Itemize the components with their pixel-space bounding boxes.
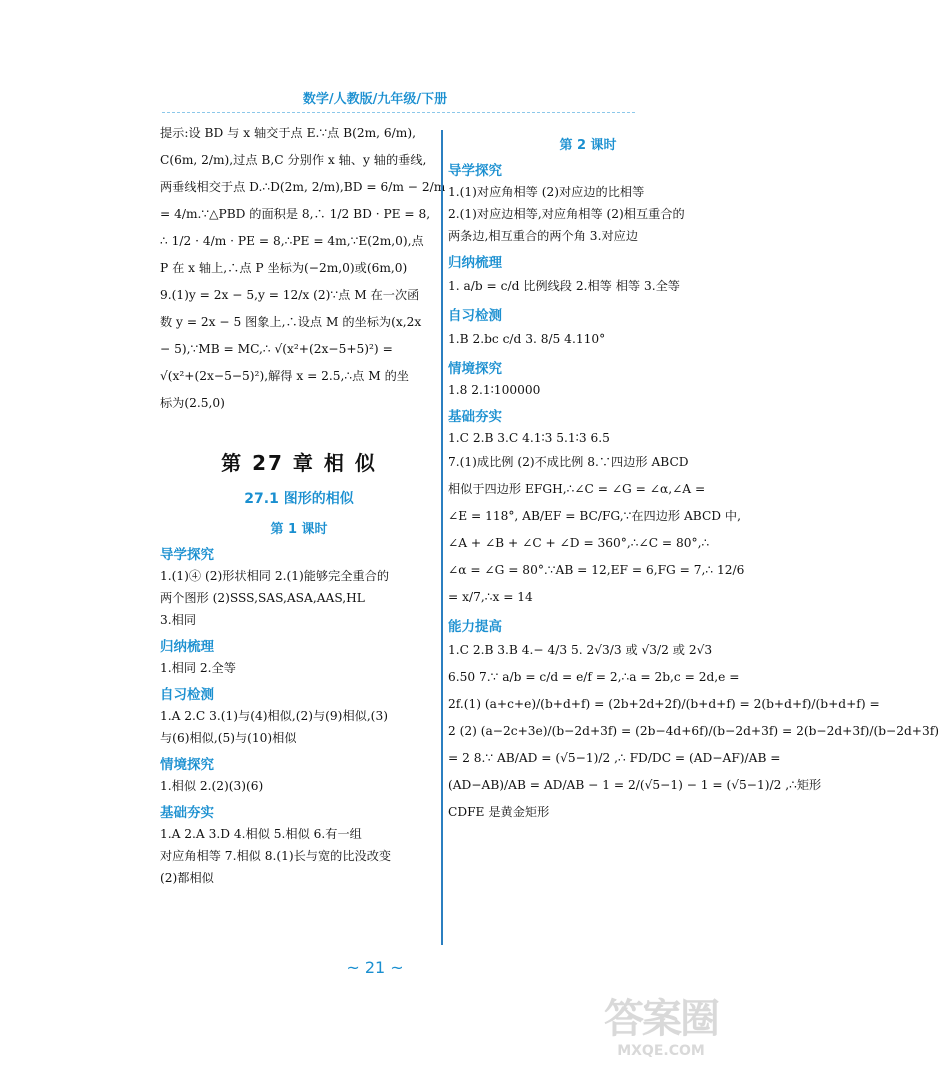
text-line: 2f.(1) (a+c+e)/(b+d+f) = (2b+2d+2f)/(b+d+f) = 2(b+d+f)/(b+d+f) = bbox=[448, 697, 880, 711]
text-line: 数 y = 2x − 5 图象上,∴设点 M 的坐标为(x,2x bbox=[160, 315, 422, 329]
heading-nengli: 能力提高 bbox=[448, 619, 502, 635]
text-line: 3.相同 bbox=[160, 613, 197, 627]
text-line: ∴ 1/2 · 4/m · PE = 8,∴PE = 4m,∵E(2m,0),点 bbox=[160, 234, 424, 248]
text-line: ∠E = 118°, AB/EF = BC/FG,∵在四边形 ABCD 中, bbox=[448, 509, 741, 523]
text-line: 1.(1)④ (2)形状相同 2.(1)能够完全重合的 bbox=[160, 569, 390, 583]
text-line: (2)都相似 bbox=[160, 871, 214, 885]
header-rule bbox=[162, 112, 635, 113]
text-line: CDFE 是黄金矩形 bbox=[448, 805, 550, 819]
heading-jichu: 基础夯实 bbox=[448, 409, 502, 425]
text-line: 9.(1)y = 2x − 5,y = 12/x (2)∵点 M 在一次函 bbox=[160, 288, 420, 302]
text-line: P 在 x 轴上,∴点 P 坐标为(−2m,0)或(6m,0) bbox=[160, 261, 408, 275]
text-line: 2.(1)对应边相等,对应角相等 (2)相互重合的 bbox=[448, 207, 685, 221]
text-line: 标为(2.5,0) bbox=[160, 396, 225, 410]
text-line: 对应角相等 7.相似 8.(1)长与宽的比没改变 bbox=[160, 849, 392, 863]
text-line: 两条边,相互重合的两个角 3.对应边 bbox=[448, 229, 639, 243]
heading-daoxue: 导学探究 bbox=[160, 547, 214, 563]
page-number: ~ 21 ~ bbox=[346, 958, 404, 977]
text-line: ∠α = ∠G = 80°.∵AB = 12,EF = 6,FG = 7,∴ 12/6 bbox=[448, 563, 745, 577]
text-line: 1.(1)对应角相等 (2)对应边的比相等 bbox=[448, 185, 645, 199]
heading-zixi: 自习检测 bbox=[448, 308, 502, 324]
text-line: 提示:设 BD 与 x 轴交于点 E.∵点 B(2m, 6/m), bbox=[160, 126, 416, 140]
running-header: 数学/人教版/九年级/下册 bbox=[302, 92, 448, 107]
text-line: 6.50 7.∵ a/b = c/d = e/f = 2,∴a = 2b,c = 2d,e = bbox=[448, 670, 740, 684]
text-line: (AD−AB)/AB = AD/AB − 1 = 2/(√5−1) − 1 = (√5−1)/2 ,∴矩形 bbox=[448, 778, 822, 792]
text-line: 相似于四边形 EFGH,∴∠C = ∠G = ∠α,∠A = bbox=[448, 482, 706, 496]
text-line: 1.相同 2.全等 bbox=[160, 661, 236, 675]
text-line: 1.A 2.C 3.(1)与(4)相似,(2)与(9)相似,(3) bbox=[160, 709, 388, 723]
text-line: √(x²+(2x−5−5)²),解得 x = 2.5,∴点 M 的坐 bbox=[160, 369, 409, 383]
column-divider bbox=[441, 130, 443, 945]
heading-guina: 归纳梳理 bbox=[160, 639, 214, 655]
heading-zixi: 自习检测 bbox=[160, 687, 214, 703]
text-line: 1.C 2.B 3.B 4.− 4/3 5. 2√3/3 或 √3/2 或 2√3 bbox=[448, 643, 713, 657]
heading-qingjing: 情境探究 bbox=[160, 757, 214, 773]
text-line: = 2 8.∵ AB/AD = (√5−1)/2 ,∴ FD/DC = (AD−AF)/AB = bbox=[448, 751, 781, 765]
text-line: 与(6)相似,(5)与(10)相似 bbox=[160, 731, 297, 745]
text-line: 1.A 2.A 3.D 4.相似 5.相似 6.有一组 bbox=[160, 827, 362, 841]
heading-guina: 归纳梳理 bbox=[448, 255, 502, 271]
text-line: = 4/m.∵△PBD 的面积是 8,∴ 1/2 BD · PE = 8, bbox=[160, 207, 431, 221]
section-title: 27.1 图形的相似 bbox=[244, 491, 354, 507]
text-line: 1.C 2.B 3.C 4.1∶3 5.1∶3 6.5 bbox=[448, 431, 610, 445]
text-line: 1.相似 2.(2)(3)(6) bbox=[160, 779, 264, 793]
left-column bbox=[160, 120, 446, 889]
text-line: ∠A + ∠B + ∠C + ∠D = 360°,∴∠C = 80°,∴ bbox=[448, 536, 710, 550]
text-line: 两个图形 (2)SSS,SAS,ASA,AAS,HL bbox=[160, 591, 365, 605]
text-line: 2 (2) (a−2c+3e)/(b−2d+3f) = (2b−4d+6f)/(b−2d+3f) = 2(b−2d+3f)/(b−2d+3f) bbox=[448, 724, 939, 738]
watermark-site: MXQE.COM bbox=[617, 1043, 705, 1059]
text-line: = x/7,∴x = 14 bbox=[448, 590, 533, 604]
text-line: − 5),∵MB = MC,∴ √(x²+(2x−5+5)²) = bbox=[160, 342, 393, 356]
heading-jichu: 基础夯实 bbox=[160, 805, 214, 821]
right-column bbox=[448, 120, 939, 826]
chapter-title: 第 27 章 相 似 bbox=[221, 451, 377, 475]
text-line: C(6m, 2/m),过点 B,C 分别作 x 轴、y 轴的垂线, bbox=[160, 153, 427, 167]
watermark-logo: 答案圈 bbox=[604, 996, 718, 1042]
text-line: 两垂线相交于点 D.∴D(2m, 2/m),BD = 6/m − 2/m bbox=[160, 180, 446, 194]
heading-daoxue: 导学探究 bbox=[448, 163, 502, 179]
text-line: 1. a/b = c/d 比例线段 2.相等 相等 3.全等 bbox=[448, 279, 680, 293]
text-line: 7.(1)成比例 (2)不成比例 8.∵四边形 ABCD bbox=[448, 455, 689, 469]
text-line: 1.B 2.bc c/d 3. 8/5 4.110° bbox=[448, 332, 606, 346]
watermark bbox=[586, 995, 736, 1075]
text-line: 1.8 2.1∶100000 bbox=[448, 383, 541, 397]
heading-qingjing: 情境探究 bbox=[448, 361, 502, 377]
lesson-title: 第 2 课时 bbox=[559, 138, 617, 153]
hint-block bbox=[160, 120, 446, 417]
lesson-title: 第 1 课时 bbox=[270, 522, 328, 537]
